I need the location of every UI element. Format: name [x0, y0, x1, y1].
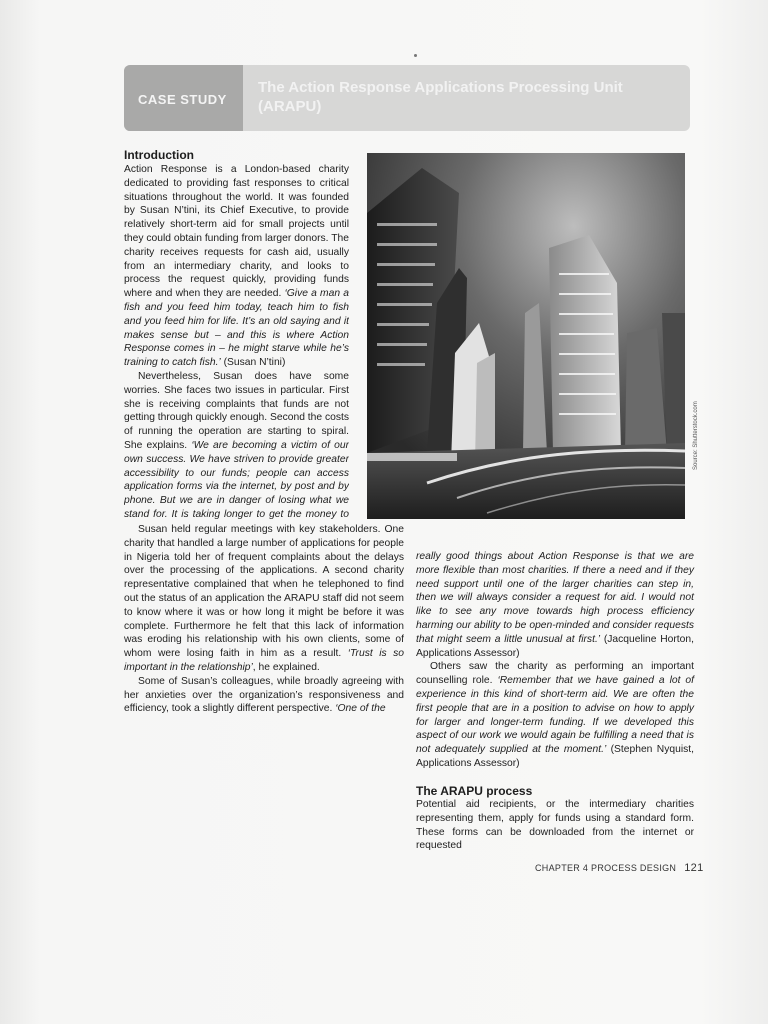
page-number: 121	[684, 862, 704, 874]
case-study-tag-label: CASE STUDY	[138, 92, 227, 107]
intro-bottom-paragraph-1: Susan held regular meetings with key stakeholders. One charity that handled a large number of applications for people in Nigeria told her of frequent complaints about the delays over the processing of the applications. A second charity representative complained that when he telephoned to find out the status of an application the ARAPU staff did not seem to know where it was or how long it might be before it was complete. Furthermore he felt that this lack of information was eroding his relationship with his own clients, some of whom were losing faith in him as a result. ‘Trust is so important in the relationship’, he explained.	[124, 524, 404, 673]
case-study-title: The Action Response Applications Processing Unit (ARAPU)	[258, 79, 623, 115]
right-column-text	[416, 550, 694, 771]
skyline-photo	[367, 153, 685, 519]
introduction-top-text	[124, 163, 349, 523]
intro-bottom-paragraph-2: Some of Susan’s colleagues, while broadly agreeing with her anxieties over the organization’s responsiveness and efficiency, took a slightly different perspective. ‘One of the	[124, 675, 404, 715]
arapu-process-text	[416, 798, 694, 853]
chapter-label: CHAPTER 4 PROCESS DESIGN	[535, 863, 677, 873]
case-study-tag	[124, 65, 243, 131]
scan-speck	[414, 54, 417, 57]
right-paragraph-1: really good things about Action Response is that we are more flexible than most charities. If there a need and if they need support until one of the larger charities can step in, then we will always consider a request for aid. I would not like to see any move towards high process efficiency harming our ability to be open-minded and consider requests that might seem a little unusual at first.’ (Jacqueline Horton, Applications Assessor)	[416, 551, 694, 659]
introduction-bottom-text	[124, 523, 404, 716]
section-heading-arapu-process: The ARAPU process	[416, 784, 533, 798]
intro-top-paragraph-1: Action Response is a London-based charity dedicated to providing fast responses to critical situations throughout the world. It was founded by Susan N’tini, its Chief Executive, to provide relatively short-term aid for small projects until they could obtain funding from larger donors. The charity receives requests for cash aid, usually from an intermediary charity, and looks to process the request quickly, providing funds where and when they are needed. ‘Give a man a fish and you feed him today, teach him to fish and you feed him for life. It’s an old saying and it makes sense but – and this is where Action Response comes in – he might starve while he’s training to catch fish.’ (Susan N’tini)	[124, 164, 349, 369]
page-footer	[535, 862, 704, 874]
arapu-paragraph-1: Potential aid recipients, or the intermediary charities representing them, apply for funds using a standard form. These forms can be downloaded from the internet or requested	[416, 799, 694, 852]
section-heading-introduction: Introduction	[124, 148, 194, 162]
intro-top-paragraph-2: Nevertheless, Susan does have some worries. She faces two issues in particular. First she is receiving complaints that funds are not getting through quickly enough. Second the costs of running the operation are starting to spiral. She explains. ‘We are becoming a victim of our own success. We have striven to provide greater accessibility to our funds; people can access application forms via the internet, by post and by phone. But we are in danger of losing what we stand for. It is taking longer to get the money to	[124, 370, 349, 520]
photo-credit: Source: Shutterstock.com	[693, 401, 699, 470]
right-paragraph-2: Others saw the charity as performing an important counselling role. ‘Remember that we have gained a lot of experience in this kind of short-term aid. We are often the first people that are in a position to advise on how to apply for larger and longer-term funding. If we developed this aspect of our work we would again be fulfilling a need that is not adequately supplied at the moment.’ (Stephen Nyquist, Applications Assessor)	[416, 661, 694, 769]
